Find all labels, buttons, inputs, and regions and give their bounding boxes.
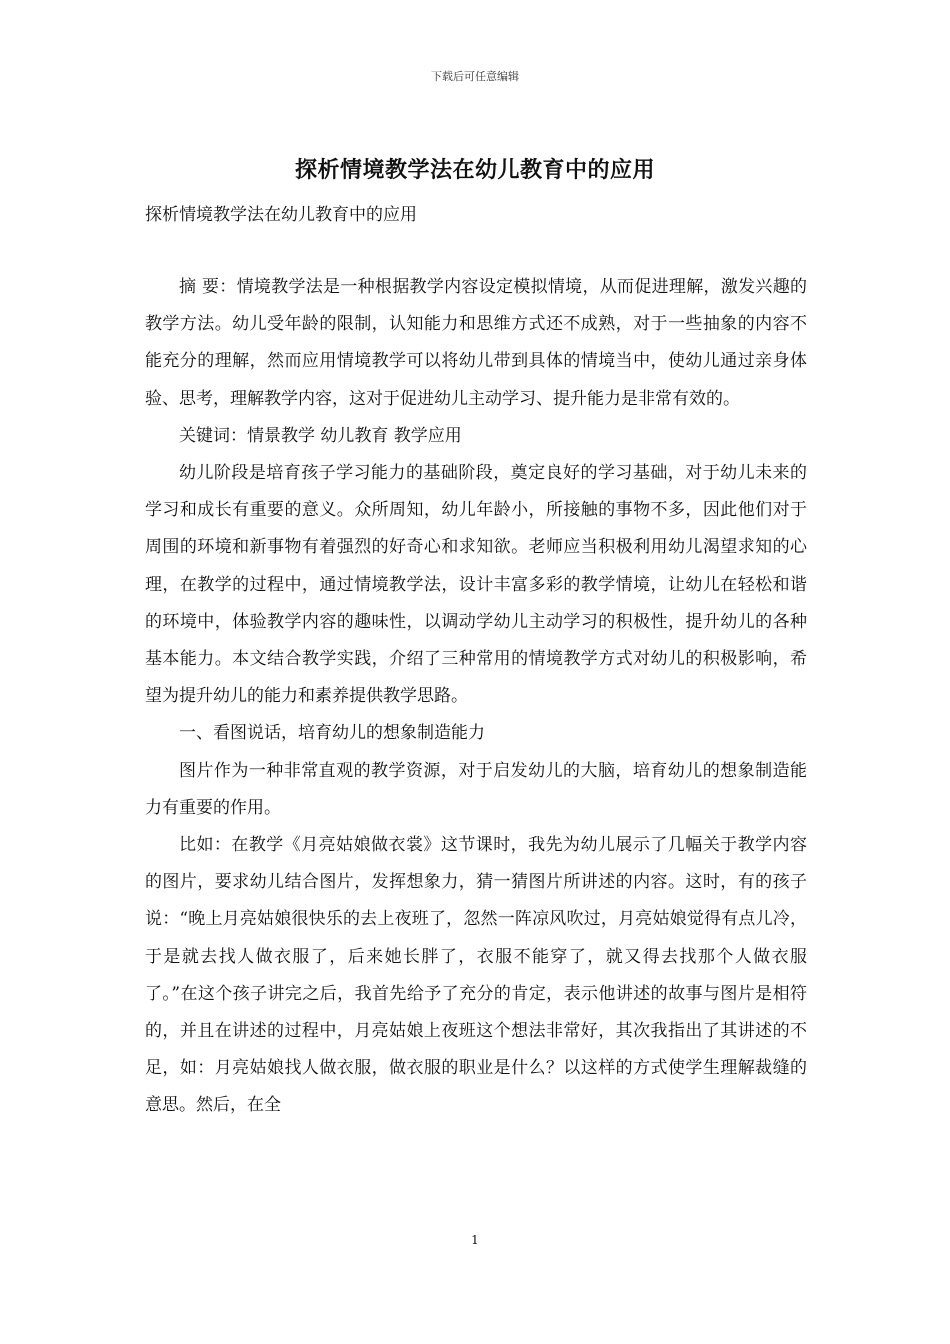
- document-title: 探析情境教学法在幼儿教育中的应用: [294, 157, 655, 183]
- body-paragraph: 比如：在教学《月亮姑娘做衣裳》这节课时，我先为幼儿展示了几幅关于教学内容的图片，要求幼儿结合图片，发挥想象力，猜一猜图片所讲述的内容。这时，有的孩子说：“晚上月亮姑娘很快乐的去上夜班了，忽然一阵凉风吹过，月亮姑娘觉得有点儿冷，于是就去找人做衣服了，后来她长胖了，衣服不能穿了，就又得去找那个人做衣服了。”在这个孩子讲完之后，我首先给予了充分的肯定，表示他讲述的故事与图片是相符的，并且在讲述的过程中，月亮姑娘上夜班这个想法非常好，其次我指出了其讲述的不足，如：月亮姑娘找人做衣服，做衣服的职业是什么？以这样的方式使学生理解裁缝的意思。然后，在全: [145, 835, 807, 1116]
- section-heading: 一、看图说话，培育幼儿的想象制造能力: [179, 723, 485, 744]
- document-body: [145, 269, 807, 1125]
- body-paragraph: 图片作为一种非常直观的教学资源，对于启发幼儿的大脑，培育幼儿的想象制造能力有重要的作用。: [145, 760, 807, 818]
- page-number: 1: [471, 1233, 479, 1247]
- intro-paragraph: 幼儿阶段是培育孩子学习能力的基础阶段，奠定良好的学习基础，对于幼儿未来的学习和成长有重要的意义。众所周知，幼儿年龄小，所接触的事物不多，因此他们对于周围的环境和新事物有着强烈的好奇心和求知欲。老师应当积极利用幼儿渴望求知的心理，在教学的过程中，通过情境教学法，设计丰富多彩的教学情境，让幼儿在轻松和谐的环境中，体验教学内容的趣味性，以调动学幼儿主动学习的积极性，提升幼儿的各种基本能力。本文结合教学实践，介绍了三种常用的情境教学方式对幼儿的积极影响，希望为提升幼儿的能力和素养提供教学思路。: [145, 463, 807, 707]
- document-subtitle: 探析情境教学法在幼儿教育中的应用: [145, 205, 417, 225]
- abstract-paragraph: 摘 要：情境教学法是一种根据教学内容设定模拟情境，从而促进理解，激发兴趣的教学方法。幼儿受年龄的限制，认知能力和思维方式还不成熟，对于一些抽象的内容不能充分的理解，然而应用情境教学可以将幼儿带到具体的情境当中，使幼儿通过亲身体验、思考，理解教学内容，这对于促进幼儿主动学习、提升能力是非常有效的。: [145, 277, 807, 409]
- keywords-paragraph: 关键词：情景教学 幼儿教育 教学应用: [179, 425, 462, 446]
- header-note: 下载后可任意编辑: [431, 70, 519, 83]
